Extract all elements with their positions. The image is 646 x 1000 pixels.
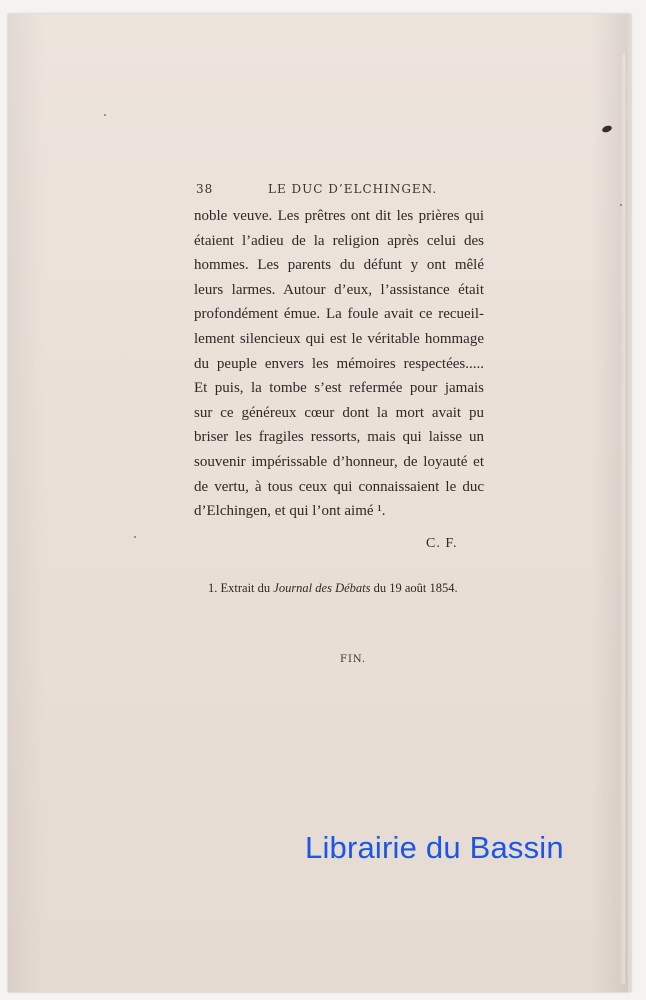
footnote — [208, 581, 458, 596]
footnote-suffix: du 19 août 1854. — [373, 581, 458, 595]
end-mark: FIN. — [340, 654, 367, 665]
paper-speck — [134, 536, 136, 538]
page-number: 38 — [196, 182, 214, 196]
footnote-marker: 1. — [208, 581, 218, 595]
text-line: briser les fragiles ressorts, mais qui laisse un — [194, 429, 484, 446]
running-title: LE DUC D’ELCHINGEN. — [268, 182, 438, 196]
text-line: de vertu, à tous ceux qui connaissaient le duc — [194, 478, 484, 495]
paper-speck — [620, 204, 622, 206]
text-line: lement silencieux qui est le véritable hommage — [194, 330, 484, 347]
paper-speck — [104, 114, 106, 116]
text-line: Et puis, la tombe s’est refermée pour jamais — [194, 380, 484, 397]
ink-smudge — [601, 124, 612, 133]
text-line: profondément émue. La foule avait ce recueil- — [194, 306, 484, 323]
footnote-journal-title: Journal des Débats — [273, 581, 371, 595]
footnote-prefix: Extrait du — [220, 581, 271, 595]
text-line: étaient l’adieu de la religion après celui des — [194, 232, 484, 249]
page-edge — [619, 54, 625, 984]
text-line: souvenir impérissable d’honneur, de loyauté et — [194, 453, 484, 470]
text-line: d’Elchingen, et qui l’ont aimé ¹. — [194, 503, 386, 520]
signature-initials: C. F. — [426, 536, 458, 551]
bookseller-watermark: Librairie du Bassin — [305, 830, 564, 865]
text-line: sur ce généreux cœur dont la mort avait pu — [194, 404, 484, 421]
text-line: du peuple envers les mémoires respectées..... — [194, 355, 484, 372]
text-line: leurs larmes. Autour d’eux, l’assistance était — [194, 281, 484, 298]
body-text — [194, 204, 484, 524]
text-line: hommes. Les parents du défunt y ont mêlé — [194, 257, 484, 274]
text-line: noble veuve. Les prêtres ont dit les prières qui — [194, 208, 484, 224]
